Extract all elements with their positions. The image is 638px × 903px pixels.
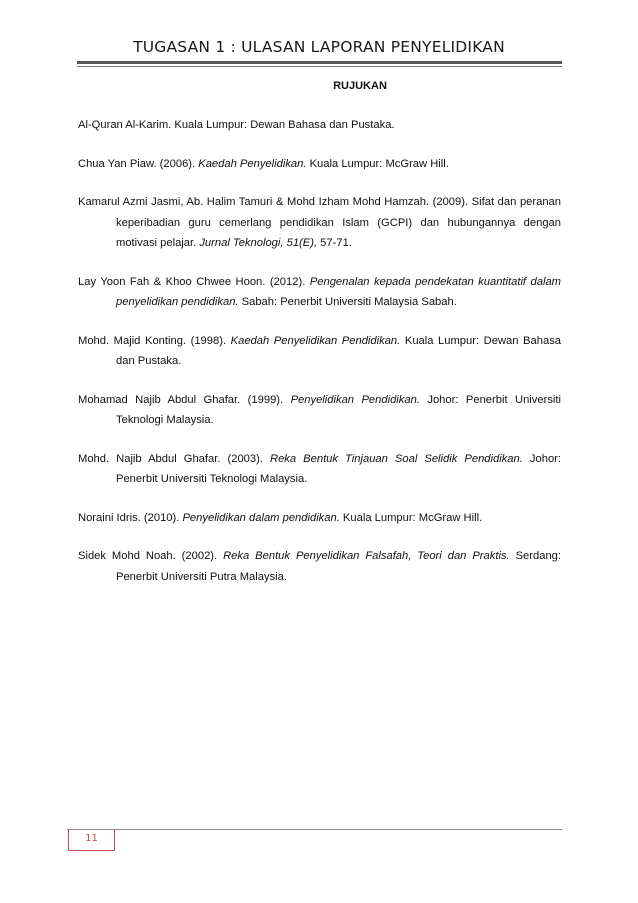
- reference-publisher: Serdang: Penerbit Universiti Putra Malaysia.: [116, 550, 561, 583]
- reference-publisher: Johor: Penerbit Universiti Teknologi Malaysia.: [116, 393, 561, 426]
- page-header-title: TUGASAN 1 : ULASAN LAPORAN PENYELIDIKAN: [133, 38, 505, 56]
- reference-title: Penyelidikan dalam pendidikan.: [182, 511, 340, 524]
- reference-item: [78, 192, 561, 254]
- reference-text: Sidek Mohd Noah. (2002).: [78, 550, 224, 562]
- section-title: RUJUKAN: [333, 80, 387, 92]
- reference-item: [78, 508, 561, 529]
- reference-item: [78, 546, 561, 587]
- reference-text: Kamarul Azmi Jasmi, Ab. Halim Tamuri & Mohd Izham Mohd Hamzah. (2009). Sifat dan peranan keperibadian guru cemerlang pendidikan Islam (GCPI) dan hubungannya dengan motivasi pelajar.: [78, 196, 561, 249]
- reference-publisher: Johor: Penerbit Universiti Teknologi Malaysia.: [116, 452, 562, 485]
- reference-title: Pengenalan kepada pendekatan kuantitatif dalam penyelidikan pendidikan.: [116, 275, 561, 308]
- reference-text: Mohamad Najib Abdul Ghafar. (1999).: [78, 393, 291, 406]
- reference-title: Kaedah Penyelidikan Pendidikan.: [230, 334, 401, 347]
- reference-title: Kaedah Penyelidikan.: [198, 157, 307, 170]
- header-divider-thin: [77, 66, 562, 67]
- reference-publisher: Sabah: Penerbit Universiti Malaysia Sabah.: [238, 296, 457, 308]
- reference-title: Jurnal Teknologi, 51(E),: [199, 237, 318, 249]
- page-number: 11: [68, 829, 115, 851]
- reference-publisher: Kuala Lumpur: Dewan Bahasa dan Pustaka.: [116, 334, 562, 367]
- reference-text: Mohd. Majid Konting. (1998).: [78, 334, 231, 347]
- reference-title: Reka Bentuk Tinjauan Soal Selidik Pendidikan.: [270, 452, 523, 465]
- reference-publisher: Kuala Lumpur: McGraw Hill.: [339, 511, 483, 524]
- reference-item: [78, 115, 561, 136]
- reference-text: Lay Yoon Fah & Khoo Chwee Hoon. (2012).: [78, 275, 310, 288]
- reference-title: Penyelidikan Pendidikan.: [290, 393, 420, 406]
- reference-text: Noraini Idris. (2010).: [78, 511, 183, 524]
- reference-item: [78, 449, 561, 490]
- reference-item: [78, 390, 561, 431]
- reference-item: [78, 272, 561, 313]
- reference-text: Mohd. Najib Abdul Ghafar. (2003).: [78, 452, 270, 465]
- reference-item: [78, 331, 561, 372]
- reference-publisher: 57-71.: [317, 237, 352, 249]
- header-divider-thick: [77, 61, 562, 64]
- reference-text: Chua Yan Piaw. (2006).: [78, 157, 199, 170]
- reference-item: [78, 154, 561, 175]
- reference-title: Reka Bentuk Penyelidikan Falsafah, Teori dan Praktis.: [223, 550, 510, 562]
- reference-text: Al-Quran Al-Karim. Kuala Lumpur: Dewan Bahasa dan Pustaka.: [78, 119, 395, 131]
- footer-divider: [67, 829, 562, 830]
- reference-list: [78, 115, 561, 605]
- reference-publisher: Kuala Lumpur: McGraw Hill.: [306, 157, 449, 170]
